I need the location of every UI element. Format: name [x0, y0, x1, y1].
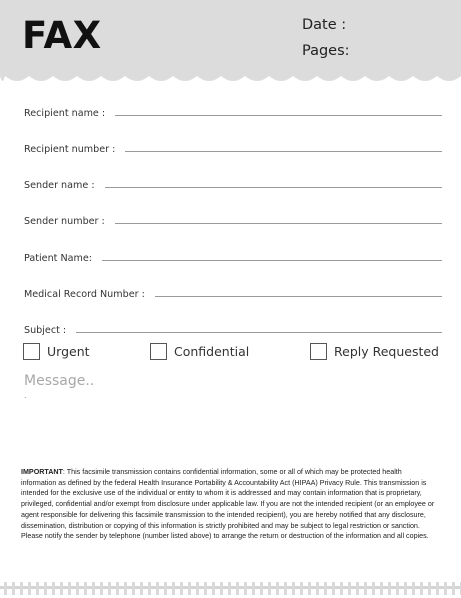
sender-number-field[interactable]: [24, 214, 442, 228]
notice-text: : This facsimile transmission contains confidential information, some or all of which may be protected health information as defined by the federal Health Insurance Portability & Accountability Act (HIPAA) Privacy Rule. This transmission is intended for the exclusive use of the individual or entity to whom it is addressed and may contain information that is proprietary, privileged, confidential and/or exempt from disclosure under applicable law. If you are not the intended recipient (or an employee or agent responsible for delivering this facsimile transmission to the intended recipient), you are hereby notified that any disclosure, dissemination, distribution or copying of this information is strictly prohibited and may be subject to legal restriction or sanction. Please notify the sender by telephone (number listed above) to arrange the return or destruction of the information and all copies.: [21, 468, 435, 541]
recipient-name-line[interactable]: [115, 115, 442, 116]
recipient-number-field[interactable]: [24, 142, 442, 156]
field-label: Sender name :: [24, 180, 95, 191]
field-label: Recipient number :: [24, 144, 116, 155]
field-label: Medical Record Number :: [24, 289, 145, 300]
sender-name-line[interactable]: [105, 187, 442, 188]
footer-fence-border: [0, 580, 461, 598]
page-title: FAX: [22, 14, 102, 57]
checkbox-label: Confidential: [174, 344, 250, 359]
pages-label: Pages:: [302, 43, 350, 59]
header-band: [0, 0, 461, 88]
patient-name-field[interactable]: [24, 251, 442, 265]
checkbox-box[interactable]: [23, 343, 40, 360]
recipient-name-field[interactable]: [24, 106, 442, 120]
subject-field[interactable]: [24, 323, 442, 337]
message-area[interactable]: Message..: [24, 373, 95, 389]
confidential-checkbox[interactable]: [150, 343, 249, 360]
subject-line[interactable]: [76, 332, 442, 333]
message-dot: .: [24, 391, 27, 400]
checkbox-box[interactable]: [150, 343, 167, 360]
field-label: Patient Name:: [24, 253, 92, 264]
date-label: Date :: [302, 17, 347, 33]
medical-record-number-field[interactable]: [24, 287, 442, 301]
checkbox-label: Urgent: [47, 344, 90, 359]
urgent-checkbox[interactable]: [23, 343, 90, 360]
notice-heading: IMPORTANT: [21, 468, 63, 476]
recipient-number-line[interactable]: [125, 151, 442, 152]
reply-requested-checkbox[interactable]: [310, 343, 439, 360]
sender-name-field[interactable]: [24, 178, 442, 192]
confidentiality-notice: [21, 467, 439, 542]
field-label: Sender number :: [24, 216, 105, 227]
checkbox-box[interactable]: [310, 343, 327, 360]
patient-name-line[interactable]: [102, 260, 442, 261]
sender-number-line[interactable]: [115, 223, 442, 224]
checkbox-label: Reply Requested: [334, 344, 439, 359]
medical-record-number-line[interactable]: [155, 296, 442, 297]
field-label: Recipient name :: [24, 108, 106, 119]
field-label: Subject :: [24, 325, 67, 336]
